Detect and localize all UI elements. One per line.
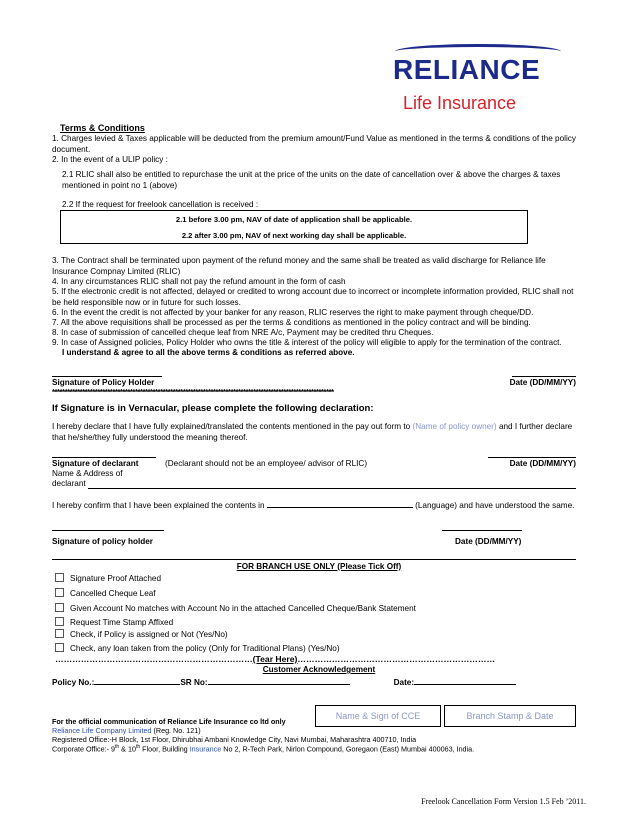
logo-subtitle: Life Insurance xyxy=(403,93,517,113)
ordinal-sup-1: th xyxy=(115,744,120,750)
vernacular-heading: If Signature is in Vernacular, please complete the following declaration: xyxy=(52,403,374,414)
branch-separator xyxy=(52,559,576,560)
term-5: 5. If the electronic credit is not affected, delayed or credited to wrong account due to incorrect or incomplete information provided, RLIC shall not be held responsible now or in future for such losses. xyxy=(52,287,574,307)
term-2: 2. In the event of a ULIP policy : xyxy=(52,155,168,164)
reg-number: (Reg. No. 121) xyxy=(151,726,201,735)
reliance-logo xyxy=(393,44,563,118)
ordinal-sup-2: th xyxy=(135,744,141,750)
sr-no-field[interactable] xyxy=(208,677,350,685)
declaration-text-b: and I further declare that he/she/they fully understood the meaning thereof. xyxy=(52,422,573,442)
ack-fields xyxy=(52,677,576,689)
tear-dots-left: …………………………………………………………… xyxy=(55,654,253,664)
declarant-signature-line[interactable] xyxy=(52,451,156,458)
corporate-text-c: Floor, Building xyxy=(140,744,190,754)
ack-date-field[interactable] xyxy=(414,677,516,685)
term-2-1: 2.1 RLIC shall also be entitled to repurchase the unit at the price of the units on the date of cancellation over & above the charges & taxes mentioned in point no 1 (above) xyxy=(62,170,561,190)
ack-date-label: Date: xyxy=(393,678,415,687)
registered-office: Registered Office:-H Block, 1st Floor, Dhirubhai Ambani Knowledge City, Navi Mumbai, Maharashtra 400710, India xyxy=(52,735,417,744)
declarant-label: declarant xyxy=(52,479,86,488)
policy-holder-date-label: Date (DD/MM/YY) xyxy=(455,537,522,546)
nav-before: 2.1 before 3.00 pm, NAV of date of application shall be applicable. xyxy=(175,215,413,224)
term-3: 3. The Contract shall be terminated upon payment of the refund money and the same shall be treated as valid discharge for Reliance life Insurance Compnay Limited (RLIC) xyxy=(52,256,546,276)
language-blank[interactable] xyxy=(267,500,413,508)
nav-timing-box xyxy=(60,210,528,244)
terms-heading: Terms & Conditions xyxy=(60,123,145,133)
form-version: Freelook Cancellation Form Version 1.5 Feb ’2011. xyxy=(421,797,586,806)
checklist-label: Given Account No matches with Account No in the attached Cancelled Cheque/Bank Statement xyxy=(70,604,416,613)
tear-dots-right: …………………………………………………………… xyxy=(297,654,496,664)
checklist-label: Check, if Policy is assigned or Not (Yes/No) xyxy=(70,630,228,639)
checkbox[interactable] xyxy=(55,643,64,652)
sr-no-label: SR No: xyxy=(180,678,208,687)
checklist-item[interactable] xyxy=(55,617,575,629)
declarant-date-label: Date (DD/MM/YY) xyxy=(509,459,576,468)
policy-no-field[interactable] xyxy=(94,677,180,685)
name-address-label: Name & Address of xyxy=(52,469,123,478)
declarant-note: (Declarant should not be an employee/ advisor of RLIC) xyxy=(165,459,368,468)
policy-owner-placeholder[interactable]: (Name of policy owner) xyxy=(412,422,497,431)
corporate-office xyxy=(52,744,474,754)
declarant-date-line[interactable] xyxy=(488,451,576,458)
checkbox[interactable] xyxy=(55,603,64,612)
tear-label: (Tear Here) xyxy=(252,654,298,664)
checkbox[interactable] xyxy=(55,573,64,582)
term-7: 7. All the above requisitions shall be processed as per the terms & conditions as mentioned in the policy contract and will be binding. xyxy=(52,318,531,327)
checkbox[interactable] xyxy=(55,617,64,626)
confirm-text-b: (Language) and have understood the same. xyxy=(412,501,575,510)
cce-sign-box[interactable]: Name & Sign of CCE xyxy=(315,705,441,727)
term-2-2: 2.2 If the request for freelook cancellation is received : xyxy=(62,200,259,209)
checklist-label: Signature Proof Attached xyxy=(70,574,162,583)
checklist-label: Request Time Stamp Affixed xyxy=(70,618,174,627)
branch-stamp-box[interactable]: Branch Stamp & Date xyxy=(444,705,576,727)
declarant-signature-label: Signature of declarant xyxy=(52,459,139,468)
branch-heading: FOR BRANCH USE ONLY (Please Tick Off) xyxy=(236,562,402,571)
vernacular-declaration xyxy=(52,422,576,443)
checklist-label: Check, any loan taken from the policy (Only for Traditional Plans) (Yes/No) xyxy=(70,644,340,653)
logo-brand: RELIANCE xyxy=(393,54,541,85)
checklist-label: Cancelled Cheque Leaf xyxy=(70,589,156,598)
policy-holder-signature-line[interactable] xyxy=(52,524,164,531)
agree-statement: I understand & agree to all the above terms & conditions as referred above. xyxy=(62,348,355,357)
checkbox[interactable] xyxy=(55,588,64,597)
checklist-item[interactable] xyxy=(55,588,575,603)
branch-checklist xyxy=(55,573,575,657)
term-8: 8. In case of submission of cancelled cheque leaf from NRE A/c, Payment may be credited thru Cheques. xyxy=(52,328,434,337)
policy-no-label: Policy No.: xyxy=(52,678,95,687)
declarant-address-line[interactable] xyxy=(88,480,576,489)
insurance-link[interactable]: Insurance xyxy=(189,744,222,754)
term-9: 9. In case of Assigned policies, Policy Holder who owns the title & interest of the policy will eligible to apply for the termination of the contract. xyxy=(52,338,562,347)
corporate-text-d: No 2, R-Tech Park, Nirlon Compound, Goregaon (East) Mumbai 400063, India. xyxy=(221,744,475,754)
policy-holder-date-line[interactable] xyxy=(442,524,522,531)
holder-signature-line[interactable] xyxy=(52,368,162,377)
checkbox[interactable] xyxy=(55,629,64,638)
confirm-text-a: I hereby confirm that I have been explained the contents in xyxy=(52,501,267,510)
term-4: 4. In any circumstances RLIC shall not pay the refund amount in the form of cash xyxy=(52,277,346,286)
star-separator: **************************************************************************************************************** xyxy=(52,388,334,397)
company-name[interactable]: Reliance Life Company Limited xyxy=(52,726,152,735)
corporate-text-b: & 10 xyxy=(119,744,136,754)
corporate-text-a: Corporate Office:- 9 xyxy=(52,744,115,754)
tear-line xyxy=(55,654,575,665)
term-1: 1. Charges levied & Taxes applicable will be deducted from the premium amount/Fund Value as mentioned in the terms & conditions of the policy document. xyxy=(52,134,576,154)
nav-after: 2.2 after 3.00 pm, NAV of next working day shall be applicable. xyxy=(181,231,407,240)
official-communication: For the official communication of Reliance Life Insurance co ltd only xyxy=(52,717,286,726)
checklist-item[interactable] xyxy=(55,573,575,588)
checklist-item[interactable] xyxy=(55,603,575,617)
ack-heading: Customer Acknowledgement xyxy=(262,665,376,674)
checklist-item[interactable] xyxy=(55,629,575,643)
holder-date-line[interactable] xyxy=(512,368,576,377)
holder-date-label: Date (DD/MM/YY) xyxy=(509,378,576,387)
company-line xyxy=(52,726,201,735)
declaration-text-a: I hereby declare that I have fully explained/translated the contents mentioned in the pay out form to xyxy=(52,422,413,431)
holder-signature-label: Signature of Policy Holder xyxy=(52,378,155,387)
language-confirmation xyxy=(52,500,576,512)
policy-holder-signature-label: Signature of policy holder xyxy=(52,537,153,546)
term-6: 6. In the event the credit is not affected by your banker for any reason, RLIC reserves the right to make payment through cheque/DD. xyxy=(52,308,534,317)
